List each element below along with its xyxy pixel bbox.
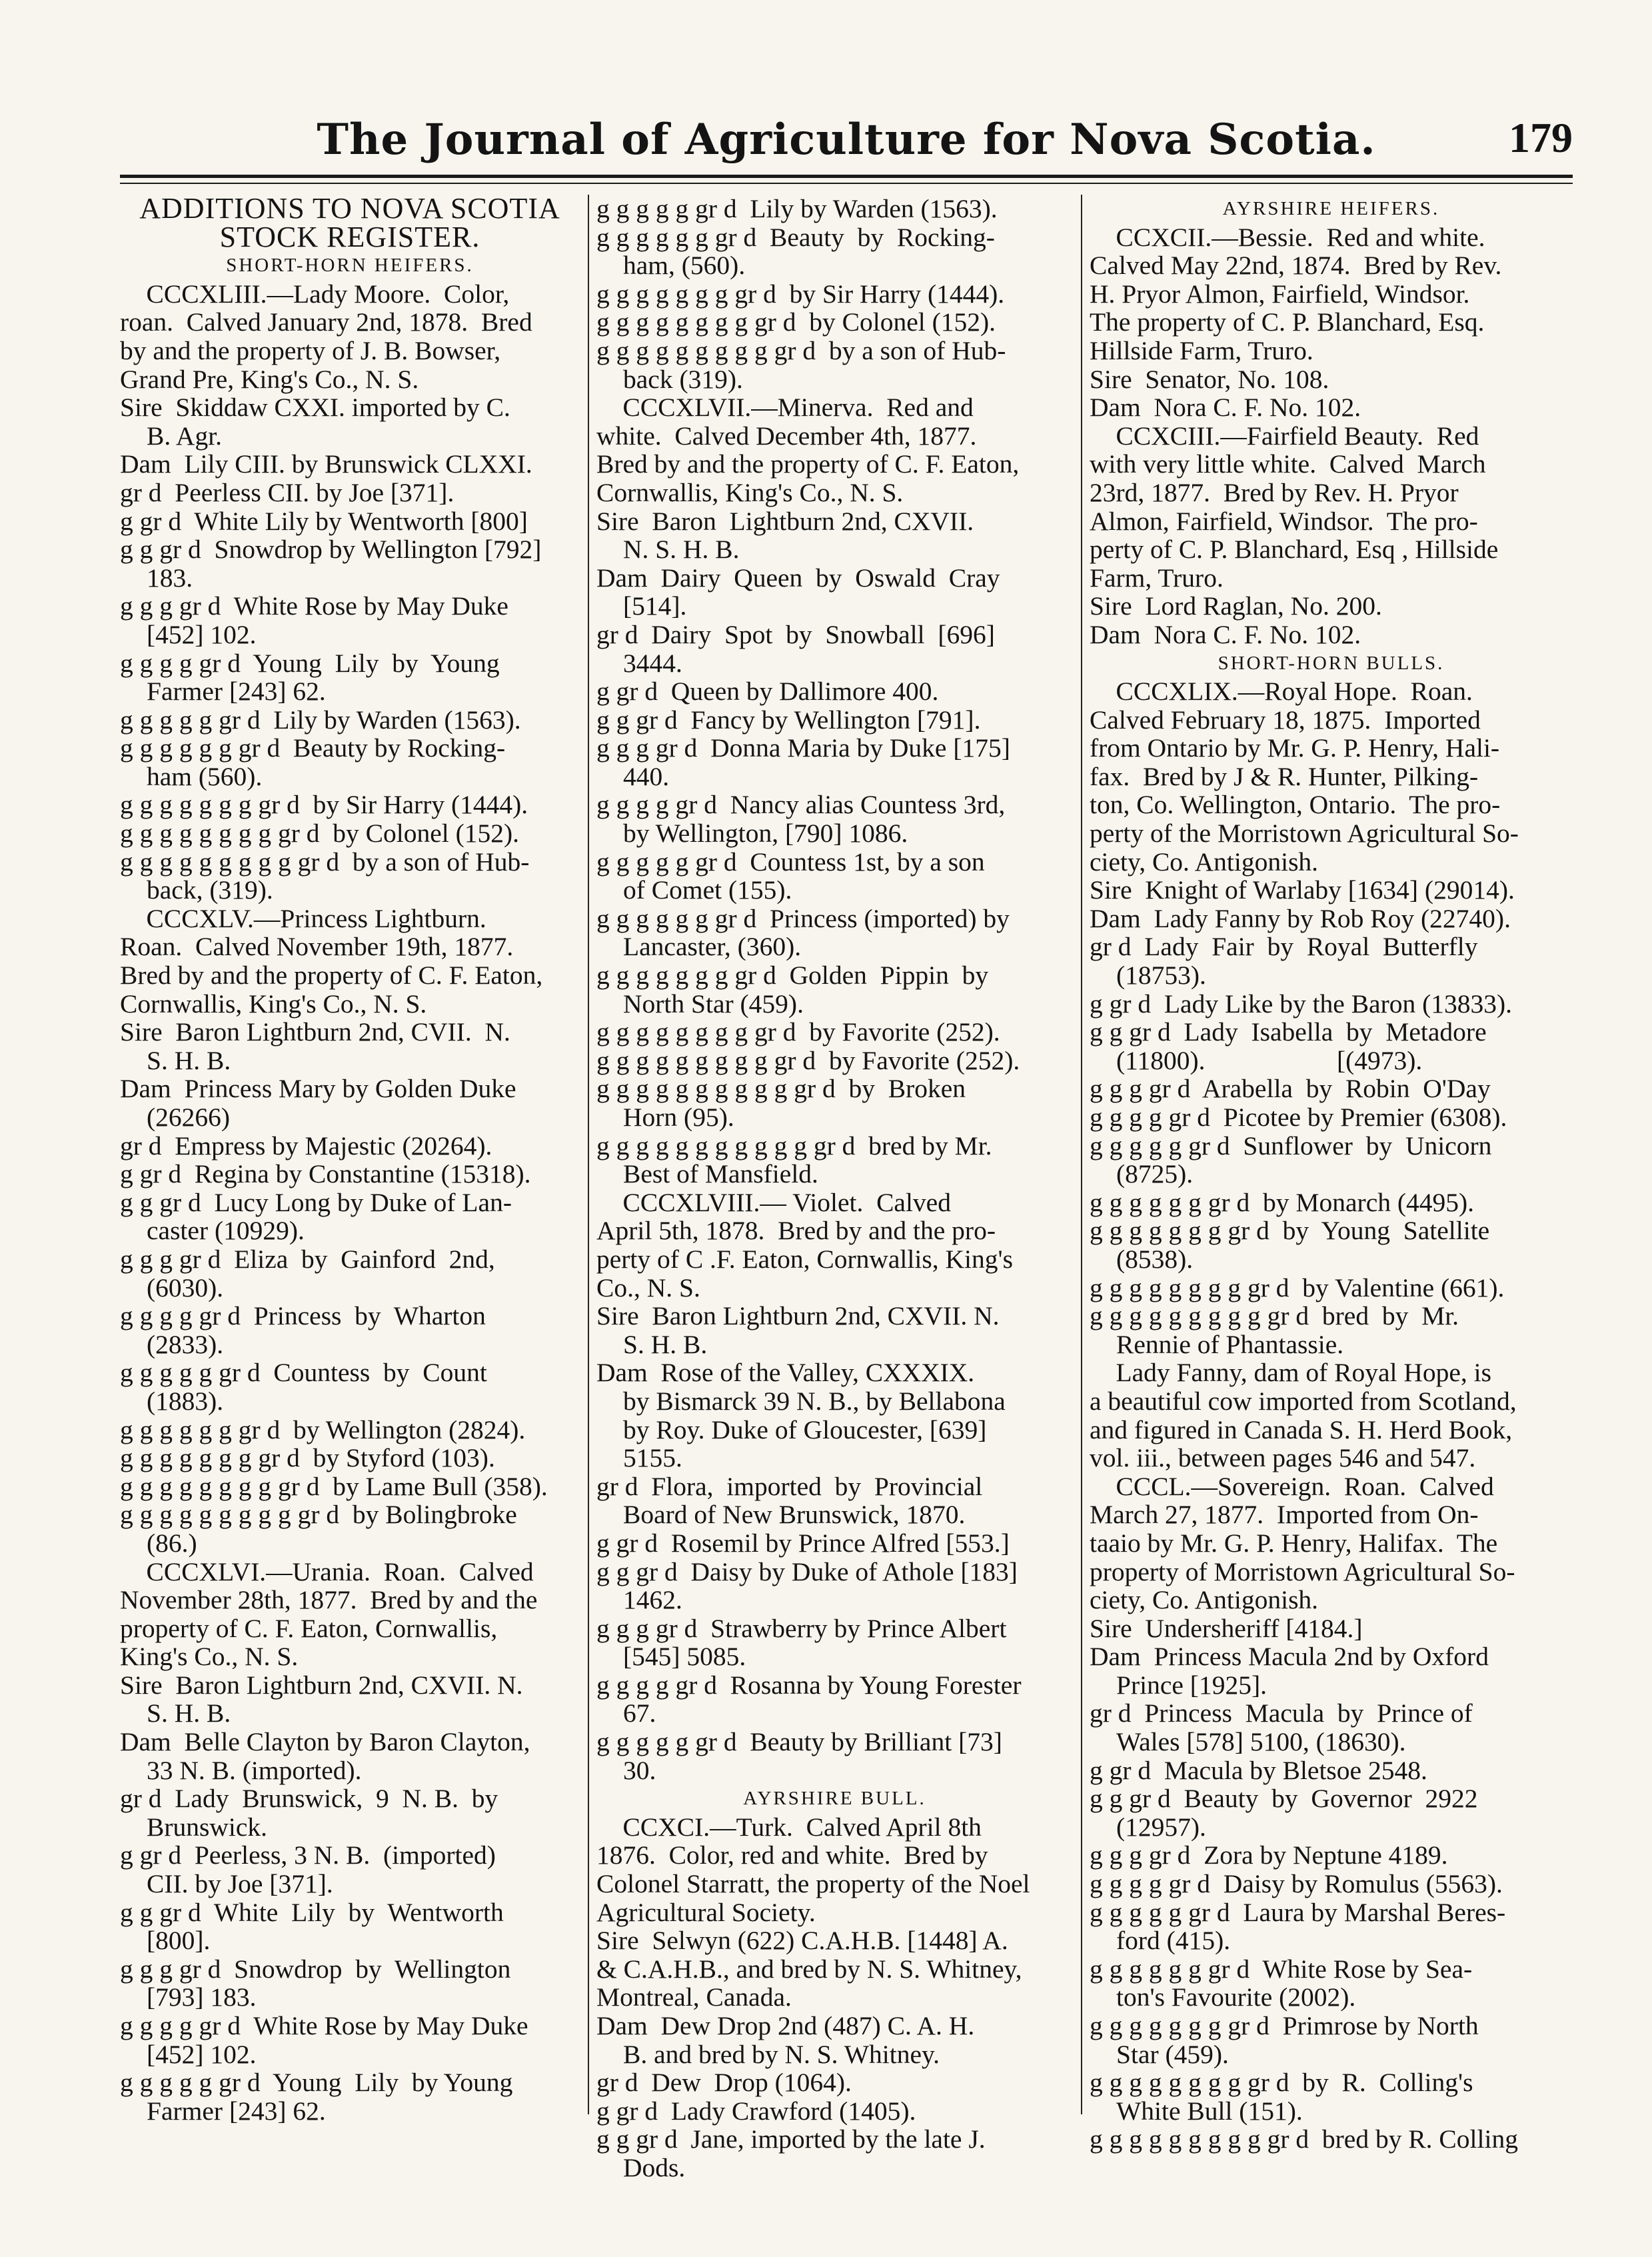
register-line: g g g g g g g gr d Primrose by North [1090, 2011, 1479, 2040]
register-line: back, (319). [147, 875, 273, 905]
register-line: g g g g g gr d Lily by Warden (1563). [596, 194, 998, 223]
register-line: white. Calved December 4th, 1877. [596, 421, 977, 451]
register-line: S. H. B. [147, 1698, 231, 1728]
register-line: g g g g gr d Picotee by Premier (6308). [1090, 1103, 1507, 1132]
register-line: g g g g g g g g gr d by Lame Bull (358). [120, 1471, 548, 1501]
register-line: g g g gr d Arabella by Robin O'Day [1090, 1074, 1491, 1104]
register-line: Lancaster, (360). [623, 932, 802, 962]
register-line: Rennie of Phantassie. [1116, 1329, 1344, 1359]
register-line: g g g g g g g g g gr d by Favorite (252). [596, 1045, 1020, 1075]
register-line: gr d Lady Brunswick, 9 N. B. by [120, 1784, 498, 1814]
register-line: ton's Favourite (2002). [1116, 1982, 1356, 2012]
register-line: CCXCI.—Turk. Calved April 8th [596, 1812, 982, 1842]
register-line: CCCXLIX.—Royal Hope. Roan. [1090, 677, 1473, 707]
register-line: g g g g g gr d Laura by Marshal Beres- [1090, 1897, 1506, 1927]
register-line: Bred by and the property of C. F. Eaton, [120, 961, 543, 991]
register-line: g gr d Lady Crawford (1405). [596, 2096, 916, 2126]
register-line: vol. iii., between pages 546 and 547. [1090, 1443, 1476, 1473]
column-divider [588, 195, 589, 2114]
register-line: g g g g g gr d Sunflower by Unicorn [1090, 1130, 1492, 1160]
register-line: property of C. F. Eaton, Cornwallis, [120, 1613, 498, 1643]
register-line: taaio by Mr. G. P. Henry, Halifax. The [1090, 1528, 1498, 1558]
register-line: g g gr d White Lily by Wentworth [120, 1897, 504, 1927]
register-line: g g g g g g g g gr d by R. Colling's [1090, 2068, 1473, 2098]
register-line: [514]. [623, 591, 687, 621]
register-line: [452] 102. [147, 619, 257, 649]
register-line: S. H. B. [623, 1329, 708, 1359]
register-line: by Wellington, [790] 1086. [623, 819, 908, 849]
register-line: g g g g g g g gr d by Sir Harry (1444). [596, 279, 1005, 309]
register-line: roan. Calved January 2nd, 1878. Bred [120, 307, 532, 337]
section-heading: AYRSHIRE HEIFERS. [1222, 198, 1440, 219]
register-line: gr d Dairy Spot by Snowball [696] [596, 619, 995, 649]
register-line: by Bismarck 39 N. B., by Bellabona [623, 1386, 1006, 1416]
register-line: Sire Senator, No. 108. [1090, 364, 1329, 394]
register-line: Cornwallis, King's Co., N. S. [120, 989, 427, 1019]
register-line: g g g g g g g gr d Golden Pippin by [596, 961, 989, 991]
register-line: g gr d Rosemil by Prince Alfred [553.] [596, 1528, 1010, 1558]
register-line: g g g g gr d Princess by Wharton [120, 1301, 486, 1331]
register-line: 30. [623, 1755, 656, 1785]
register-line: (12957). [1116, 1812, 1206, 1842]
section-heading: SHORT-HORN BULLS. [1218, 652, 1445, 674]
register-line: CCCXLVIII.— Violet. Calved [596, 1187, 951, 1217]
register-line: Dam Nora C. F. No. 102. [1090, 619, 1361, 649]
section-heading: STOCK REGISTER. [219, 220, 480, 253]
page-number: 179 [1509, 114, 1573, 161]
register-line: perty of C. P. Blanchard, Esq , Hillside [1090, 535, 1499, 565]
register-line: Brunswick. [147, 1812, 268, 1842]
register-line: ford (415). [1116, 1926, 1231, 1956]
register-line: ciety, Co. Antigonish. [1090, 847, 1319, 877]
register-line: g g g g g g g g gr d by Colonel (152). [596, 307, 996, 337]
register-line: B. and bred by N. S. Whitney. [623, 2039, 940, 2069]
register-line: April 5th, 1878. Bred by and the pro- [596, 1216, 996, 1246]
register-line: g gr d Lady Like by the Baron (13833). [1090, 989, 1513, 1019]
register-line: The property of C. P. Blanchard, Esq. [1090, 307, 1485, 337]
register-line: Sire Baron Lightburn 2nd, CVII. N. [120, 1017, 510, 1047]
register-line: g g g g g g gr d Beauty by Rocking- [120, 733, 506, 763]
column-divider [1081, 195, 1082, 2114]
register-line: g gr d Peerless, 3 N. B. (imported) [120, 1840, 496, 1870]
register-line: (26266) [147, 1103, 231, 1132]
register-line: 440. [623, 761, 670, 791]
register-line: Dam Princess Macula 2nd by Oxford [1090, 1642, 1489, 1672]
register-line: g g g g g g g g g gr d bred by R. Colling [1090, 2124, 1518, 2154]
register-line: of Comet (155). [623, 875, 792, 905]
register-line: g g g g gr d Young Lily by Young [120, 648, 500, 678]
register-line: 1876. Color, red and white. Bred by [596, 1840, 988, 1870]
register-line: Star (459). [1116, 2039, 1229, 2069]
register-line: Horn (95). [623, 1103, 734, 1132]
register-line: g g g g g gr d Countess 1st, by a son [596, 847, 985, 877]
column-right [1090, 195, 1573, 2154]
register-line: B. Agr. [147, 421, 223, 451]
register-line: 3444. [623, 648, 682, 678]
register-line: Best of Mansfield. [623, 1159, 818, 1189]
register-line: North Star (459). [623, 989, 804, 1019]
register-line: (86.) [147, 1528, 197, 1558]
register-line: g g g g g g gr d White Rose by Sea- [1090, 1954, 1473, 1984]
register-line: g g g g gr d Daisy by Romulus (5563). [1090, 1869, 1503, 1899]
register-line: [800]. [147, 1926, 211, 1956]
register-line: White Bull (151). [1116, 2096, 1303, 2126]
register-line: S. H. B. [147, 1045, 231, 1075]
register-line: g g g g g g gr d Princess (imported) by [596, 903, 1010, 933]
register-line: g g g g g g g g g g g gr d bred by Mr. [596, 1130, 992, 1160]
register-line: [545] 5085. [623, 1642, 746, 1672]
register-line: (2833). [147, 1329, 224, 1359]
register-line: g g g gr d Strawberry by Prince Albert [596, 1613, 1007, 1643]
register-line: g g g g g g gr d by Wellington (2824). [120, 1414, 526, 1444]
register-line: CCCL.—Sovereign. Roan. Calved [1090, 1471, 1494, 1501]
register-line: g g g gr d Eliza by Gainford 2nd, [120, 1244, 495, 1274]
register-line: g g g g gr d Nancy alias Countess 3rd, [596, 790, 1006, 820]
register-line: [793] 183. [147, 1982, 257, 2012]
register-line: Farm, Truro. [1090, 563, 1224, 593]
register-line: N. S. H. B. [623, 535, 740, 565]
register-line: Sire Selwyn (622) C.A.H.B. [1448] A. [596, 1926, 1008, 1956]
register-line: Roan. Calved November 19th, 1877. [120, 932, 514, 962]
register-line: Montreal, Canada. [596, 1982, 792, 2012]
register-line: ciety, Co. Antigonish. [1090, 1585, 1319, 1615]
register-line: g g g g g gr d Beauty by Brilliant [73] [596, 1727, 1002, 1757]
register-line: g gr d Macula by Bletsoe 2548. [1090, 1755, 1427, 1785]
register-line: g g g gr d White Rose by May Duke [120, 591, 508, 621]
register-line: CCCXLVI.—Urania. Roan. Calved [120, 1556, 534, 1586]
register-line: Farmer [243] 62. [147, 677, 326, 707]
register-line: Dam Lily CIII. by Brunswick CLXXI. [120, 449, 532, 479]
register-line: Cornwallis, King's Co., N. S. [596, 477, 904, 507]
section-heading: SHORT-HORN HEIFERS. [226, 255, 474, 277]
register-line: Dods. [623, 2152, 686, 2182]
register-line: Lady Fanny, dam of Royal Hope, is [1090, 1358, 1492, 1388]
register-line: (8538). [1116, 1244, 1194, 1274]
register-line: a beautiful cow imported from Scotland, [1090, 1386, 1517, 1416]
register-line: gr d Empress by Majestic (20264). [120, 1130, 492, 1160]
register-line: perty of the Morristown Agricultural So- [1090, 819, 1519, 849]
register-line: Calved May 22nd, 1874. Bred by Rev. [1090, 251, 1502, 281]
register-line: Prince [1925]. [1116, 1670, 1267, 1700]
register-line: Sire Knight of Warlaby [1634] (29014). [1090, 875, 1515, 905]
register-line: g g g g gr d White Rose by May Duke [120, 2011, 528, 2040]
register-line: g g g g g g g g g g gr d by Broken [596, 1074, 966, 1104]
register-line: H. Pryor Almon, Fairfield, Windsor. [1090, 279, 1470, 309]
register-line: g g g g g gr d Lily by Warden (1563). [120, 705, 521, 735]
register-line: November 28th, 1877. Bred by and the [120, 1585, 538, 1615]
register-line: (8725). [1116, 1159, 1194, 1189]
register-line: [452] 102. [147, 2039, 257, 2069]
register-line: from Ontario by Mr. G. P. Henry, Hali- [1090, 733, 1500, 763]
register-line: g gr d White Lily by Wentworth [800] [120, 506, 528, 536]
header-rule [120, 175, 1573, 178]
register-line: g g g g g g g g gr d by Favorite (252). [596, 1017, 1000, 1047]
register-line: Dam Rose of the Valley, CXXXIX. [596, 1358, 975, 1388]
register-line: Dam Dew Drop 2nd (487) C. A. H. [596, 2011, 975, 2040]
register-line: g g g g g g g gr d by Sir Harry (1444). [120, 790, 528, 820]
register-line: g g gr d Daisy by Duke of Athole [183] [596, 1556, 1018, 1586]
register-line: g g gr d Snowdrop by Wellington [792] [120, 535, 542, 565]
register-line: Dam Nora C. F. No. 102. [1090, 393, 1361, 423]
running-title: The Journal of Agriculture for Nova Scotia. [317, 115, 1376, 165]
register-line: Board of New Brunswick, 1870. [623, 1500, 966, 1530]
register-line: CCXCII.—Bessie. Red and white. [1090, 222, 1485, 252]
register-line: 1462. [623, 1585, 682, 1615]
register-line: g g g g g g g g g gr d by Bolingbroke [120, 1500, 517, 1530]
section-heading: ADDITIONS TO NOVA SCOTIA [139, 192, 560, 225]
register-line: g g g gr d Zora by Neptune 4189. [1090, 1840, 1448, 1870]
column-left [120, 192, 580, 2128]
register-line: 67. [623, 1698, 656, 1728]
register-line: (11800). [(4973). [1116, 1045, 1423, 1075]
register-line: g g g g g g g g gr d by Valentine (661). [1090, 1272, 1505, 1302]
register-line: Sire Baron Lightburn 2nd, CXVII. [596, 506, 974, 536]
register-line: Sire Skiddaw CXXI. imported by C. [120, 393, 510, 423]
register-line: g g g g g g g gr d by Styford (103). [120, 1443, 495, 1473]
register-line: 33 N. B. (imported). [147, 1755, 362, 1785]
register-line: CCCXLIII.—Lady Moore. Color, [120, 279, 510, 309]
register-line: g g gr d Fancy by Wellington [791]. [596, 705, 981, 735]
register-line: caster (10929). [147, 1216, 305, 1246]
register-line: Dam Dairy Queen by Oswald Cray [596, 563, 1000, 593]
register-line: 5155. [623, 1443, 682, 1473]
register-line: & C.A.H.B., and bred by N. S. Whitney, [596, 1954, 1022, 1984]
register-line: Sire Lord Raglan, No. 200. [1090, 591, 1382, 621]
register-line: g g g gr d Donna Maria by Duke [175] [596, 733, 1010, 763]
register-line: g g g g g g g g gr d by Colonel (152). [120, 819, 520, 849]
register-line: ton, Co. Wellington, Ontario. The pro- [1090, 790, 1501, 820]
register-line: CCXCIII.—Fairfield Beauty. Red [1090, 421, 1479, 451]
register-line: (18753). [1116, 961, 1206, 991]
page-header [120, 100, 1573, 173]
section-heading: AYRSHIRE BULL. [743, 1788, 926, 1810]
column-middle [596, 194, 1073, 2182]
register-line: CCCXLV.—Princess Lightburn. [120, 903, 486, 933]
register-line: with very little white. Calved March [1090, 449, 1486, 479]
header-rule-thin [120, 183, 1573, 184]
register-line: g g gr d Beauty by Governor 2922 [1090, 1784, 1478, 1814]
register-line: Sire Undersheriff [4184.] [1090, 1613, 1363, 1643]
register-line: (1883). [147, 1386, 224, 1416]
register-line: and figured in Canada S. H. Herd Book, [1090, 1414, 1513, 1444]
register-line: g g g g gr d Rosanna by Young Forester [596, 1670, 1022, 1700]
register-line: back (319). [623, 364, 743, 394]
register-line: Hillside Farm, Truro. [1090, 335, 1313, 365]
register-line: Bred by and the property of C. F. Eaton, [596, 449, 1020, 479]
register-line: fax. Bred by J & R. Hunter, Pilking- [1090, 761, 1479, 791]
register-line: perty of C .F. Eaton, Cornwallis, King's [596, 1244, 1013, 1274]
register-line: CII. by Joe [371]. [147, 1869, 333, 1899]
register-line: g g g g g g gr d by Monarch (4495). [1090, 1187, 1475, 1217]
register-line: Agricultural Society. [596, 1897, 816, 1927]
register-line: CCCXLVII.—Minerva. Red and [596, 393, 974, 423]
register-line: March 27, 1877. Imported from On- [1090, 1500, 1479, 1530]
register-line: gr d Lady Fair by Royal Butterfly [1090, 932, 1478, 962]
register-line: Almon, Fairfield, Windsor. The pro- [1090, 506, 1478, 536]
register-line: g g g g g g g g g gr d by a son of Hub- [120, 847, 530, 877]
register-line: g g g g g g g g g gr d bred by Mr. [1090, 1301, 1459, 1331]
register-line: g g g g g g g g g gr d by a son of Hub- [596, 335, 1006, 365]
register-line: Sire Baron Lightburn 2nd, CXVII. N. [596, 1301, 1000, 1331]
register-line: by Roy. Duke of Gloucester, [639] [623, 1414, 987, 1444]
register-line: gr d Princess Macula by Prince of [1090, 1698, 1473, 1728]
register-line: 183. [147, 563, 193, 593]
register-line: Colonel Starratt, the property of the Noel [596, 1869, 1030, 1899]
register-line: Dam Belle Clayton by Baron Clayton, [120, 1727, 530, 1757]
register-line: (6030). [147, 1272, 224, 1302]
register-line: g gr d Queen by Dallimore 400. [596, 677, 939, 707]
register-line: Farmer [243] 62. [147, 2096, 326, 2126]
register-line: Wales [578] 5100, (18630). [1116, 1727, 1406, 1757]
register-line: g g gr d Lady Isabella by Metadore [1090, 1017, 1487, 1047]
register-line: g g gr d Lucy Long by Duke of Lan- [120, 1187, 512, 1217]
register-line: Sire Baron Lightburn 2nd, CXVII. N. [120, 1670, 523, 1700]
register-line: g g g g g gr d Young Lily by Young [120, 2068, 513, 2098]
register-line: g g g g g g gr d Beauty by Rocking- [596, 222, 995, 252]
register-line: King's Co., N. S. [120, 1642, 299, 1672]
register-line: Calved February 18, 1875. Imported [1090, 705, 1481, 735]
register-line: g g gr d Jane, imported by the late J. [596, 2124, 986, 2154]
register-line: ham (560). [147, 761, 263, 791]
register-line: Dam Princess Mary by Golden Duke [120, 1074, 516, 1104]
register-line: gr d Dew Drop (1064). [596, 2068, 852, 2098]
register-line: gr d Flora, imported by Provincial [596, 1471, 983, 1501]
register-line: Dam Lady Fanny by Rob Roy (22740). [1090, 903, 1511, 933]
register-line: g gr d Regina by Constantine (15318). [120, 1159, 531, 1189]
register-line: ham, (560). [623, 251, 746, 281]
register-line: Grand Pre, King's Co., N. S. [120, 364, 419, 394]
register-line: g g g g g g g gr d by Young Satellite [1090, 1216, 1490, 1246]
register-line: 23rd, 1877. Bred by Rev. H. Pryor [1090, 477, 1459, 507]
register-line: property of Morristown Agricultural So- [1090, 1556, 1515, 1586]
register-line: g g g g g gr d Countess by Count [120, 1358, 487, 1388]
register-line: gr d Peerless CII. by Joe [371]. [120, 477, 454, 507]
register-line: g g g gr d Snowdrop by Wellington [120, 1954, 511, 1984]
register-line: Co., N. S. [596, 1272, 700, 1302]
register-line: by and the property of J. B. Bowser, [120, 335, 501, 365]
